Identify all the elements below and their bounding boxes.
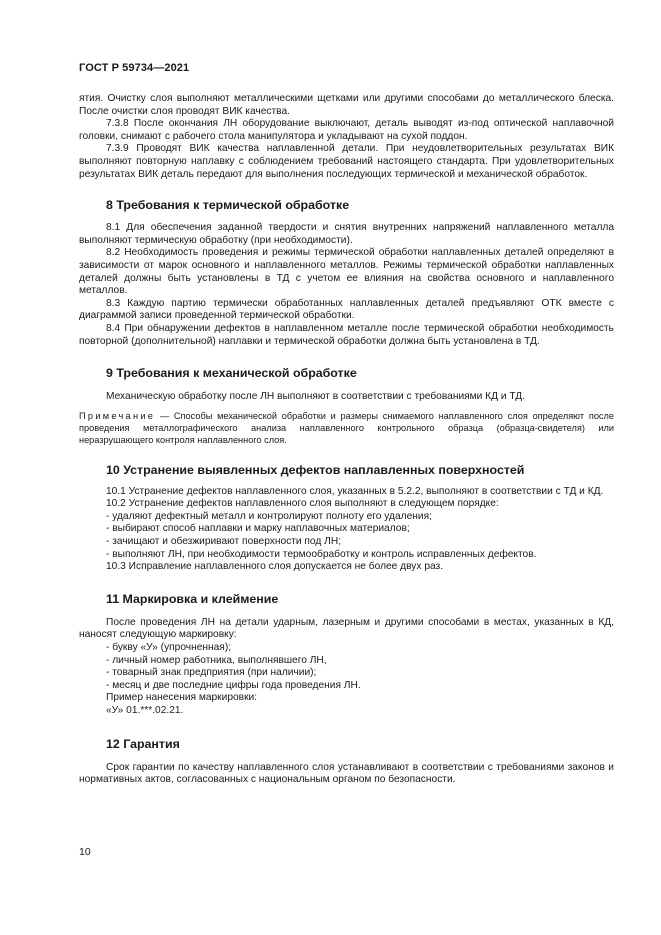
note-text: — Способы механической обработки и размеры снимаемого наплавленного слоя определяют после проведения металлографического анализа наплавленного контрольного образца (образца-свидетеля) или неразрушающего контроля наплавленного слоя. <box>79 410 614 445</box>
marking-example: «У» 01.***.02.21. <box>106 705 184 716</box>
paragraph-7-3-9: 7.3.9 Проводят ВИК качества наплавленной детали. При неудовлетворительных результатах ВИК выполняют повторную наплавку с соблюдением требований настоящего стандарта. При удовлетворительных результатах ВИК деталь передают для выполнения последующих термической и механической обработок. <box>79 143 614 180</box>
list-item: - зачищают и обезжиривают поверхности под ЛН; <box>106 536 342 548</box>
paragraph-9: Механическую обработку после ЛН выполняют в соответствии с требованиями КД и ТД. <box>106 391 525 403</box>
list-item: - товарный знак предприятия (при наличии); <box>106 667 317 679</box>
note-label: Примечание <box>79 410 156 421</box>
document-header: ГОСТ Р 59734—2021 <box>79 62 190 74</box>
paragraph-10-3: 10.3 Исправление наплавленного слоя допускается не более двух раз. <box>106 561 444 573</box>
paragraph-12: Срок гарантии по качеству наплавленного слоя устанавливают в соответствии с требованиями законов и нормативных актов, согласованных с национальным органом по безопасности. <box>79 761 614 786</box>
section-12-heading: 12 Гарантия <box>106 736 180 751</box>
paragraph-11: После проведения ЛН на детали ударным, лазерным и другими способами в местах, указанных в КД, наносят следующую маркировку: <box>79 616 614 641</box>
list-item: - букву «У» (упрочненная); <box>106 642 232 654</box>
paragraph-continuation: ятия. Очистку слоя выполняют металлическими щетками или другими способами до металлического блеска. После очистки слоя проводят ВИК качества. <box>79 93 614 117</box>
list-item: - выполняют ЛН, при необходимости термообработку и контроль исправленных дефектов. <box>106 548 537 560</box>
list-item: - месяц и две последние цифры года проведения ЛН. <box>106 679 361 691</box>
paragraph-8-2: 8.2 Необходимость проведения и режимы термической обработки наплавленных деталей определяют в зависимости от марок основного и наплавленного металлов. Режимы термической обработки наплавленных деталей должны быть установлены в ТД с учетом ее влияния на свойства основного и наплавленного металлов. <box>79 247 614 297</box>
note <box>79 410 614 446</box>
page-body <box>79 93 614 787</box>
list-item: - выбирают способ наплавки и марку наплавочных материалов; <box>106 523 410 535</box>
section-11-heading: 11 Маркировка и клеймение <box>106 591 279 606</box>
paragraph-8-3: 8.3 Каждую партию термически обработанных наплавленных деталей предъявляют ОТК вместе с диаграммой записи проведенной термической обработки. <box>79 297 614 322</box>
paragraph-8-4: 8.4 При обнаружении дефектов в наплавленном металле после термической обработки необходимость повторной (дополнительной) наплавки и термической обработки должна быть установлена в ТД. <box>79 322 614 347</box>
section-8-heading: 8 Требования к термической обработке <box>106 198 350 213</box>
section-9-heading: 9 Требования к механической обработке <box>106 366 357 381</box>
section-10-heading: 10 Устранение выявленных дефектов наплавленных поверхностей <box>106 462 525 477</box>
paragraph-8-1: 8.1 Для обеспечения заданной твердости и снятия внутренних напряжений наплавленного металла выполняют термическую обработку (при необходимости). <box>79 222 614 246</box>
paragraph-10-1: 10.1 Устранение дефектов наплавленного слоя, указанных в 5.2.2, выполняют в соответствии с ТД и КД. <box>106 485 604 497</box>
example-label: Пример нанесения маркировки: <box>106 692 258 704</box>
paragraph-7-3-8: 7.3.8 После окончания ЛН оборудование выключают, деталь выводят из-под оптической наплавочной головки, снимают с рабочего стола манипулятора и укладывают на сухой поддон. <box>79 118 614 142</box>
list-item: - личный номер работника, выполнявшего ЛН, <box>106 654 327 666</box>
paragraph-10-2: 10.2 Устранение дефектов наплавленного слоя выполняют в следующем порядке: <box>106 498 499 510</box>
page-number: 10 <box>79 846 91 858</box>
list-item: - удаляют дефектный металл и контролируют полноту его удаления; <box>106 510 432 522</box>
